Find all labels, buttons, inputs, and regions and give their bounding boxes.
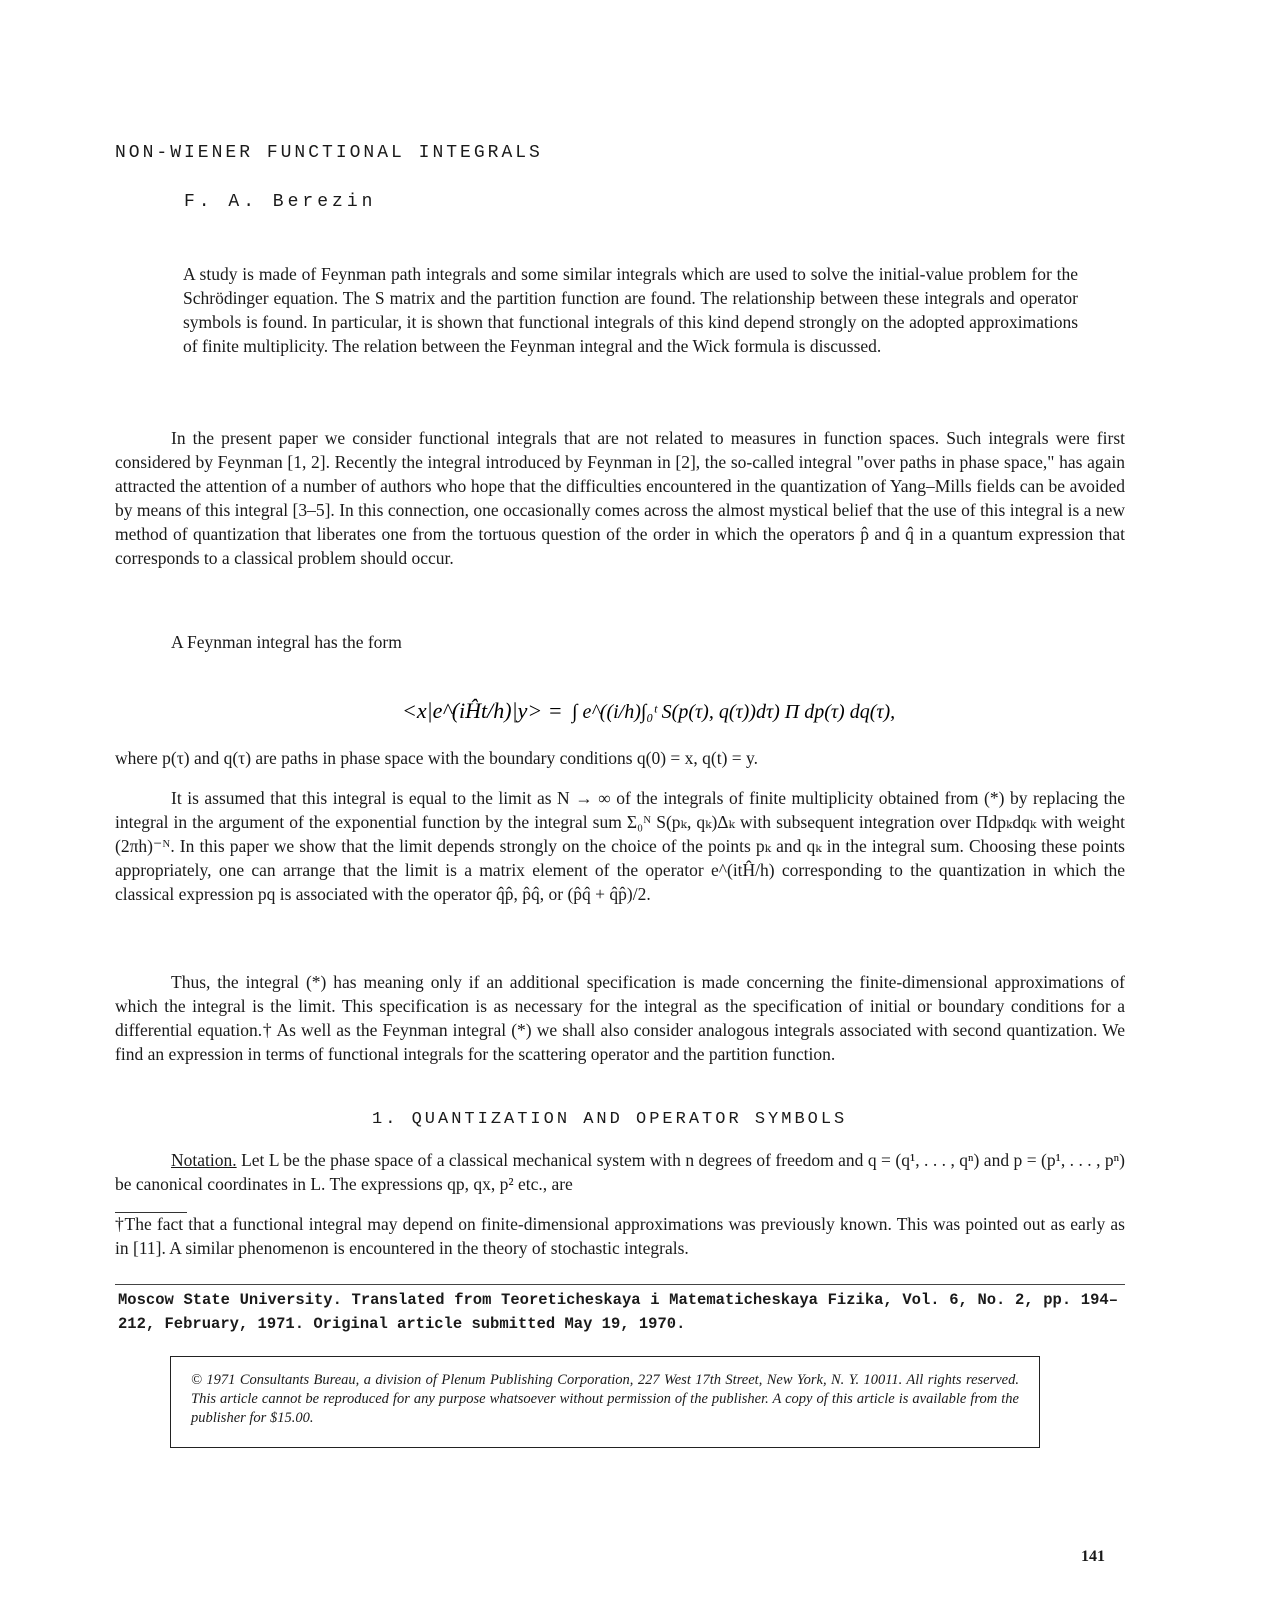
copyright-box: © 1971 Consultants Bureau, a division of Plenum Publishing Corporation, 227 West 17th Street, New York, N. Y. 10011. All rights reserved. This article cannot be reproduced for any purpose whatsoever without permission of the publisher. A copy of this article is available from the publisher for $15.00. [170,1356,1040,1448]
feynman-form-intro: A Feynman integral has the form [171,632,402,652]
affiliation-note: Moscow State University. Translated from Teoreticheskaya i Matematicheskaya Fizika, Vol. 6, No. 2, pp. 194–212, February, 1971. Original article submitted May 19, 1970. [118,1291,1118,1333]
limit-paragraph: It is assumed that this integral is equal to the limit as N → ∞ of the integrals of finite multiplicity obtained from (*) by replacing the integral in the argument of the exponential function by the integral sum Σ₀ᴺ S(pₖ, qₖ)Δₖ with subsequent integration over Πdpₖdqₖ with weight (2πh)⁻ᴺ. In this paper we show that the limit depends strongly on the choice of the points pₖ and qₖ in the integral sum. Choosing these points appropriately, one can arrange that the limit is a matrix element of the operator e^(itĤ/h) corresponding to the quantization in which the classical expression pq is associated with the operator q̂p̂, p̂q̂, or (p̂q̂ + q̂p̂)/2. [115,788,1125,904]
feynman-integral-equation [402,670,902,734]
abstract: A study is made of Feynman path integrals and some similar integrals which are used to solve the initial-value problem for the Schrödinger equation. The S matrix and the partition function are found. The relationship between these integrals and operator symbols is found. In particular, it is shown that functional integrals of this kind depend strongly on the adopted approximations of finite multiplicity. The relation between the Feynman integral and the Wick formula is discussed. [183,264,1078,356]
equation-rhs: ∫ e^((i/h)∫₀ᵗ S(p(τ), q(τ))dτ) Π dp(τ) dq(τ), [572,701,896,723]
notation-paragraph [115,1148,1125,1196]
specification-paragraph: Thus, the integral (*) has meaning only if an additional specification is made concerning the finite-dimensional approximations of which the integral is the limit. This specification is as necessary for the integral as the specification of initial or boundary conditions for a differential equation.† As well as the Feynman integral (*) we shall also consider analogous integrals associated with second quantization. We find an expression in terms of functional integrals for the scattering operator and the partition function. [115,972,1125,1064]
affiliation-rule [115,1284,1125,1285]
boundary-conditions-paragraph: where p(τ) and q(τ) are paths in phase space with the boundary conditions q(0) = x, q(t) = y. [115,748,759,768]
paper-title: NON-WIENER FUNCTIONAL INTEGRALS [115,143,543,163]
intro-paragraph: In the present paper we consider functional integrals that are not related to measures in function spaces. Such integrals were first considered by Feynman [1, 2]. Recently the integral introduced by Feynman in [2], the so-called integral "over paths in phase space," has again attracted the attention of a number of authors who hope that the difficulties encountered in the quantization of Yang–Mills fields can be avoided by means of this integral [3–5]. In this connection, one occasionally comes across the almost mystical belief that the use of this integral is a new method of quantization that liberates one from the tortuous question of the order in which the operators p̂ and q̂ in a quantum expression that corresponds to a classical problem should occur. [115,428,1125,568]
notation-label: Notation. [171,1150,237,1170]
paper-author: F. A. Berezin [184,192,377,212]
section-heading: 1. QUANTIZATION AND OPERATOR SYMBOLS [372,1110,848,1129]
footnote: †The fact that a functional integral may depend on finite-dimensional approximations was previously known. This was pointed out as early as in [11]. A similar phenomenon is encountered in the theory of stochastic integrals. [115,1214,1125,1258]
equation-lhs: <x|e^(iĤt/h)|y> = [402,698,563,723]
page-number: 141 [1081,1548,1105,1565]
notation-text: Let L be the phase space of a classical mechanical system with n degrees of freedom and q = (q¹, . . . , qⁿ) and p = (p¹, . . . , pⁿ) be canonical coordinates in L. The expressions qp, qx, p² etc., are [115,1150,1125,1194]
